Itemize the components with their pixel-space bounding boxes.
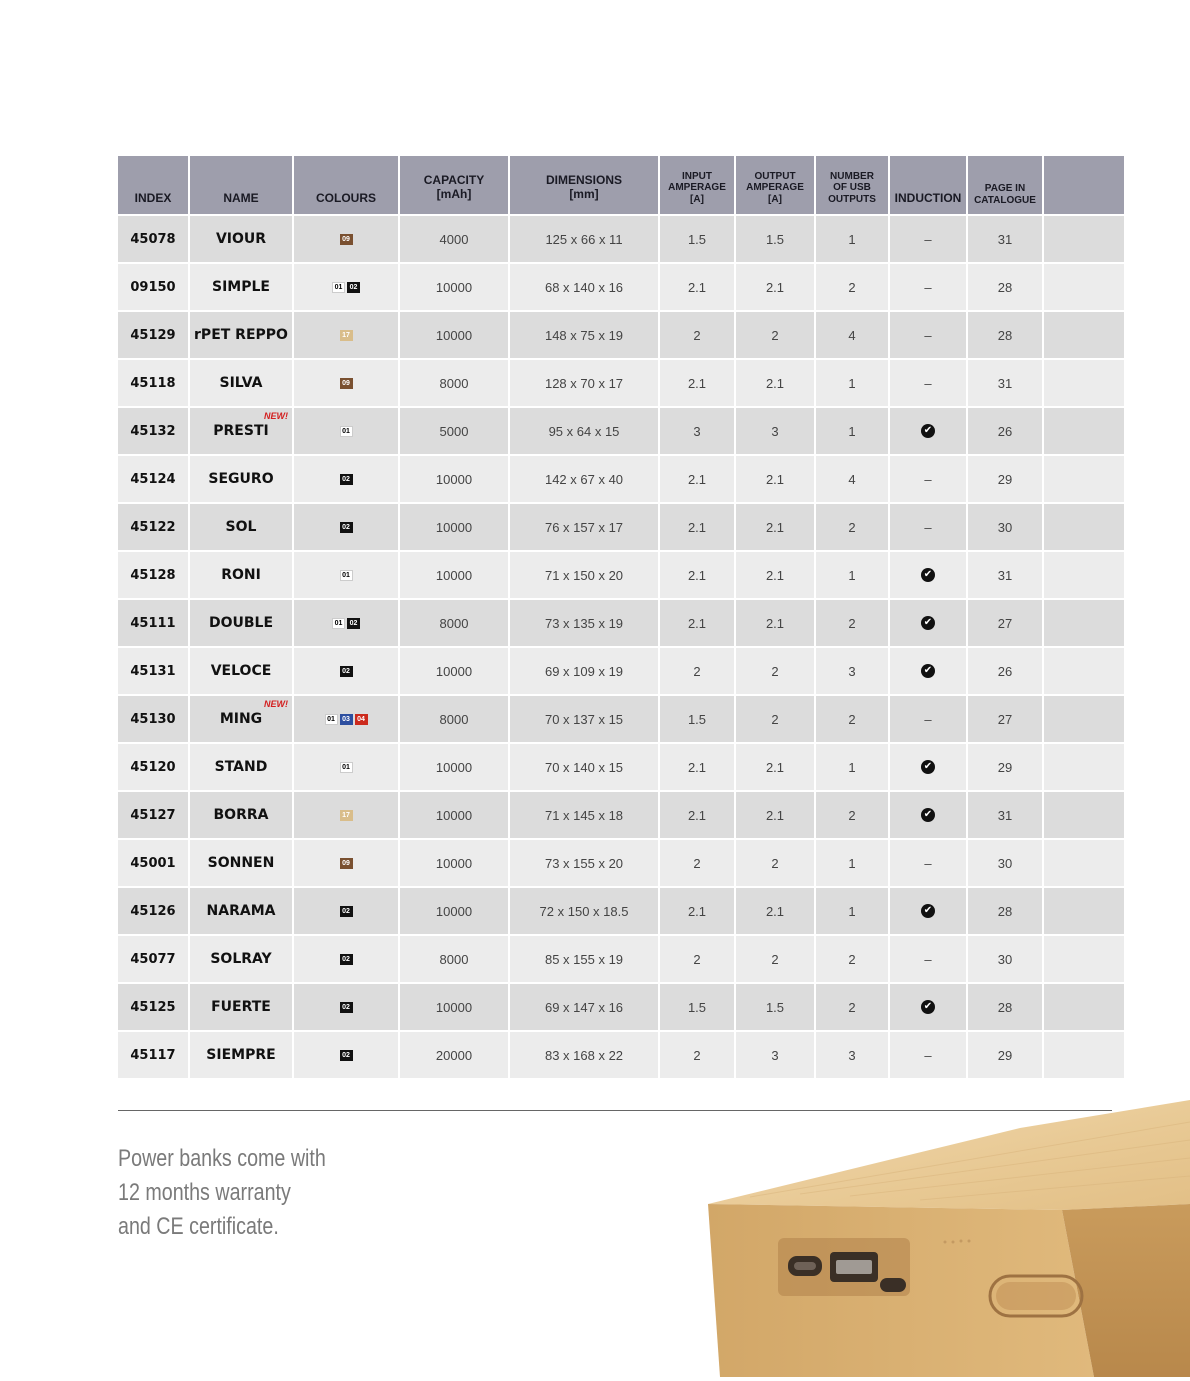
product-name: VELOCE: [210, 663, 272, 679]
dash-mark: –: [924, 519, 932, 535]
name-cell: [190, 648, 292, 694]
page-cell: 29: [968, 744, 1042, 790]
extra-cell: [1044, 456, 1124, 502]
table-row: [118, 264, 1110, 310]
extra-cell: [1044, 408, 1124, 454]
check-icon: ✔: [921, 664, 935, 678]
dash-mark: –: [924, 951, 932, 967]
name-cell: [190, 504, 292, 550]
output-cell: 1.5: [736, 984, 814, 1030]
index-cell: 45001: [118, 840, 188, 886]
output-cell: 2: [736, 936, 814, 982]
name-cell: [190, 552, 292, 598]
product-name: SIMPLE: [212, 279, 270, 295]
induction-cell: [890, 312, 966, 358]
usb-cell: 4: [816, 456, 888, 502]
dash-mark: –: [924, 375, 932, 391]
capacity-cell: 10000: [400, 456, 508, 502]
usb-cell: 1: [816, 408, 888, 454]
usb-cell: 2: [816, 264, 888, 310]
capacity-cell: 10000: [400, 984, 508, 1030]
output-cell: 2.1: [736, 504, 814, 550]
usb-cell: 2: [816, 984, 888, 1030]
induction-cell: [890, 216, 966, 262]
table-row: [118, 696, 1110, 742]
page-cell: 27: [968, 600, 1042, 646]
extra-cell: [1044, 360, 1124, 406]
input-cell: 2.1: [660, 744, 734, 790]
usb-cell: 2: [816, 600, 888, 646]
capacity-cell: 10000: [400, 312, 508, 358]
extra-cell: [1044, 840, 1124, 886]
colour-swatch: 02: [340, 906, 353, 917]
input-cell: 1.5: [660, 984, 734, 1030]
induction-cell: [890, 504, 966, 550]
product-name: STAND: [214, 759, 268, 775]
input-cell: 2: [660, 312, 734, 358]
table-row: [118, 312, 1110, 358]
capacity-cell: 10000: [400, 648, 508, 694]
output-cell: 2.1: [736, 792, 814, 838]
table-header-row: [118, 156, 1110, 214]
product-name: SILVA: [219, 375, 263, 391]
colour-swatch: 02: [340, 954, 353, 965]
capacity-cell: 10000: [400, 888, 508, 934]
index-cell: 45129: [118, 312, 188, 358]
dimensions-cell: 85 x 155 x 19: [510, 936, 658, 982]
name-cell: [190, 600, 292, 646]
colour-swatch: 02: [340, 522, 353, 533]
induction-cell: [890, 984, 966, 1030]
name-cell: [190, 456, 292, 502]
name-cell: [190, 936, 292, 982]
product-name: RONI: [221, 567, 261, 583]
name-cell: [190, 984, 292, 1030]
index-cell: 45077: [118, 936, 188, 982]
induction-cell: [890, 696, 966, 742]
product-name: SIEMPRE: [206, 1047, 276, 1063]
colour-swatch: 02: [347, 282, 360, 293]
product-name: MING: [219, 711, 263, 727]
extra-cell: [1044, 600, 1124, 646]
dimensions-cell: 69 x 147 x 16: [510, 984, 658, 1030]
usb-cell: 2: [816, 696, 888, 742]
index-cell: 45124: [118, 456, 188, 502]
index-cell: 45126: [118, 888, 188, 934]
capacity-cell: 10000: [400, 504, 508, 550]
induction-cell: [890, 1032, 966, 1078]
capacity-cell: 8000: [400, 696, 508, 742]
colours-cell: [294, 1032, 398, 1078]
page-cell: 27: [968, 696, 1042, 742]
name-cell: [190, 888, 292, 934]
dash-mark: –: [924, 327, 932, 343]
page-cell: 31: [968, 552, 1042, 598]
dimensions-cell: 128 x 70 x 17: [510, 360, 658, 406]
usb-cell: 1: [816, 840, 888, 886]
colours-cell: [294, 312, 398, 358]
colour-swatch: 01: [340, 762, 353, 773]
header-dimensions: DIMENSIONS [mm]: [510, 156, 658, 214]
extra-cell: [1044, 744, 1124, 790]
extra-cell: [1044, 1032, 1124, 1078]
induction-cell: [890, 744, 966, 790]
product-name: rPET REPPO: [194, 327, 288, 343]
dimensions-cell: 125 x 66 x 11: [510, 216, 658, 262]
induction-cell: [890, 408, 966, 454]
header-output: OUTPUT AMPERAGE [A]: [736, 156, 814, 214]
usb-cell: 2: [816, 504, 888, 550]
dash-mark: –: [924, 279, 932, 295]
page-cell: 28: [968, 312, 1042, 358]
check-icon: ✔: [921, 760, 935, 774]
usb-cell: 1: [816, 744, 888, 790]
dimensions-cell: 73 x 135 x 19: [510, 600, 658, 646]
usb-cell: 3: [816, 648, 888, 694]
dimensions-cell: 68 x 140 x 16: [510, 264, 658, 310]
table-row: [118, 504, 1110, 550]
product-name: BORRA: [213, 807, 269, 823]
induction-cell: [890, 552, 966, 598]
usb-cell: 4: [816, 312, 888, 358]
index-cell: 45125: [118, 984, 188, 1030]
input-cell: 3: [660, 408, 734, 454]
capacity-cell: 10000: [400, 744, 508, 790]
usb-cell: 1: [816, 888, 888, 934]
dimensions-cell: 73 x 155 x 20: [510, 840, 658, 886]
index-cell: 09150: [118, 264, 188, 310]
colour-swatch: 03: [340, 714, 353, 725]
capacity-cell: 10000: [400, 552, 508, 598]
colours-cell: [294, 984, 398, 1030]
input-cell: 1.5: [660, 696, 734, 742]
product-name: FUERTE: [211, 999, 271, 1015]
index-cell: 45118: [118, 360, 188, 406]
page-cell: 28: [968, 264, 1042, 310]
header-page: PAGE IN CATALOGUE: [968, 156, 1042, 214]
colour-swatch: 01: [332, 618, 345, 629]
input-cell: 2: [660, 648, 734, 694]
usb-cell: 1: [816, 216, 888, 262]
colours-cell: [294, 696, 398, 742]
page-cell: 31: [968, 216, 1042, 262]
table-row: [118, 360, 1110, 406]
output-cell: 3: [736, 408, 814, 454]
table-row: [118, 648, 1110, 694]
dimensions-cell: 76 x 157 x 17: [510, 504, 658, 550]
colour-swatch: 02: [347, 618, 360, 629]
table-row: [118, 936, 1110, 982]
extra-cell: [1044, 264, 1124, 310]
bamboo-power-bank-image: [690, 1092, 1190, 1381]
extra-cell: [1044, 216, 1124, 262]
colours-cell: [294, 936, 398, 982]
colour-swatch: 17: [340, 810, 353, 821]
index-cell: 45120: [118, 744, 188, 790]
product-name: NARAMA: [206, 903, 276, 919]
product-name: SONNEN: [207, 855, 275, 871]
output-cell: 2.1: [736, 552, 814, 598]
name-cell: [190, 840, 292, 886]
table-row: [118, 1032, 1110, 1078]
dimensions-cell: 72 x 150 x 18.5: [510, 888, 658, 934]
index-cell: 45132: [118, 408, 188, 454]
header-colours: COLOURS: [294, 156, 398, 214]
header-input: INPUT AMPERAGE [A]: [660, 156, 734, 214]
colour-swatch: 09: [340, 378, 353, 389]
warranty-note-line-1: Power banks come with: [118, 1145, 326, 1172]
product-name: VIOUR: [215, 231, 267, 247]
extra-cell: [1044, 792, 1124, 838]
extra-cell: [1044, 888, 1124, 934]
new-badge: NEW!: [264, 699, 288, 709]
page-cell: 30: [968, 840, 1042, 886]
index-cell: 45122: [118, 504, 188, 550]
table-row: [118, 840, 1110, 886]
colours-cell: [294, 360, 398, 406]
header-extra: [1044, 156, 1124, 214]
check-icon: ✔: [921, 808, 935, 822]
page-cell: 31: [968, 360, 1042, 406]
input-cell: 2: [660, 840, 734, 886]
name-cell: [190, 696, 292, 742]
colour-swatch: 04: [355, 714, 368, 725]
dimensions-cell: 70 x 140 x 15: [510, 744, 658, 790]
name-cell: [190, 312, 292, 358]
capacity-cell: 5000: [400, 408, 508, 454]
usb-cell: 2: [816, 936, 888, 982]
induction-cell: [890, 888, 966, 934]
output-cell: 2: [736, 840, 814, 886]
dimensions-cell: 83 x 168 x 22: [510, 1032, 658, 1078]
induction-cell: [890, 600, 966, 646]
check-icon: ✔: [921, 1000, 935, 1014]
input-cell: 2: [660, 1032, 734, 1078]
capacity-cell: 10000: [400, 840, 508, 886]
dash-mark: –: [924, 711, 932, 727]
input-cell: 2: [660, 936, 734, 982]
colours-cell: [294, 552, 398, 598]
dimensions-cell: 142 x 67 x 40: [510, 456, 658, 502]
table-row: [118, 600, 1110, 646]
product-name: SEGURO: [208, 471, 274, 487]
product-name: SOL: [225, 519, 257, 535]
output-cell: 2.1: [736, 744, 814, 790]
page-cell: 30: [968, 504, 1042, 550]
induction-cell: [890, 936, 966, 982]
extra-cell: [1044, 504, 1124, 550]
input-cell: 2.1: [660, 888, 734, 934]
table-row: [118, 888, 1110, 934]
capacity-cell: 8000: [400, 936, 508, 982]
table-row: [118, 456, 1110, 502]
output-cell: 2.1: [736, 264, 814, 310]
name-cell: [190, 360, 292, 406]
usb-cell: 1: [816, 360, 888, 406]
index-cell: 45128: [118, 552, 188, 598]
colour-swatch: 02: [340, 1002, 353, 1013]
table-row: [118, 216, 1110, 262]
colours-cell: [294, 216, 398, 262]
colour-swatch: 02: [340, 474, 353, 485]
capacity-cell: 8000: [400, 600, 508, 646]
colours-cell: [294, 264, 398, 310]
index-cell: 45130: [118, 696, 188, 742]
dash-mark: –: [924, 231, 932, 247]
check-icon: ✔: [921, 424, 935, 438]
extra-cell: [1044, 648, 1124, 694]
check-icon: ✔: [921, 616, 935, 630]
header-usb: NUMBER OF USB OUTPUTS: [816, 156, 888, 214]
induction-cell: [890, 264, 966, 310]
input-cell: 2.1: [660, 792, 734, 838]
index-cell: 45078: [118, 216, 188, 262]
induction-cell: [890, 360, 966, 406]
induction-cell: [890, 840, 966, 886]
input-cell: 2.1: [660, 360, 734, 406]
induction-cell: [890, 792, 966, 838]
colour-swatch: 02: [340, 666, 353, 677]
output-cell: 3: [736, 1032, 814, 1078]
input-cell: 2.1: [660, 600, 734, 646]
table-row: [118, 792, 1110, 838]
capacity-cell: 20000: [400, 1032, 508, 1078]
input-cell: 2.1: [660, 552, 734, 598]
page-cell: 26: [968, 408, 1042, 454]
usb-cell: 1: [816, 552, 888, 598]
colour-swatch: 17: [340, 330, 353, 341]
input-cell: 2.1: [660, 264, 734, 310]
check-icon: ✔: [921, 904, 935, 918]
extra-cell: [1044, 936, 1124, 982]
index-cell: 45111: [118, 600, 188, 646]
dimensions-cell: 95 x 64 x 15: [510, 408, 658, 454]
induction-cell: [890, 648, 966, 694]
input-cell: 2.1: [660, 456, 734, 502]
warranty-note-line-2: 12 months warranty: [118, 1179, 291, 1206]
colours-cell: [294, 456, 398, 502]
colour-swatch: 01: [332, 282, 345, 293]
dash-mark: –: [924, 1047, 932, 1063]
capacity-cell: 4000: [400, 216, 508, 262]
colours-cell: [294, 888, 398, 934]
capacity-cell: 8000: [400, 360, 508, 406]
index-cell: 45127: [118, 792, 188, 838]
colours-cell: [294, 600, 398, 646]
page-cell: 30: [968, 936, 1042, 982]
output-cell: 2.1: [736, 456, 814, 502]
colour-swatch: 02: [340, 1050, 353, 1061]
output-cell: 2.1: [736, 360, 814, 406]
output-cell: 2: [736, 648, 814, 694]
output-cell: 2: [736, 312, 814, 358]
extra-cell: [1044, 312, 1124, 358]
extra-cell: [1044, 552, 1124, 598]
page-cell: 29: [968, 1032, 1042, 1078]
name-cell: [190, 264, 292, 310]
header-name: NAME: [190, 156, 292, 214]
dimensions-cell: 71 x 150 x 20: [510, 552, 658, 598]
output-cell: 2.1: [736, 888, 814, 934]
index-cell: 45117: [118, 1032, 188, 1078]
colours-cell: [294, 408, 398, 454]
name-cell: [190, 216, 292, 262]
output-cell: 2: [736, 696, 814, 742]
colour-swatch: 01: [340, 570, 353, 581]
dimensions-cell: 71 x 145 x 18: [510, 792, 658, 838]
induction-cell: [890, 456, 966, 502]
colour-swatch: 01: [340, 426, 353, 437]
dimensions-cell: 70 x 137 x 15: [510, 696, 658, 742]
table-row: [118, 744, 1110, 790]
capacity-cell: 10000: [400, 264, 508, 310]
power-bank-table: [118, 156, 1110, 1080]
usb-cell: 3: [816, 1032, 888, 1078]
product-name: PRESTI: [213, 423, 269, 439]
page-cell: 29: [968, 456, 1042, 502]
index-cell: 45131: [118, 648, 188, 694]
dash-mark: –: [924, 855, 932, 871]
dimensions-cell: 69 x 109 x 19: [510, 648, 658, 694]
warranty-note-line-3: and CE certificate.: [118, 1213, 279, 1240]
input-cell: 2.1: [660, 504, 734, 550]
colour-swatch: 01: [325, 714, 338, 725]
dimensions-cell: 148 x 75 x 19: [510, 312, 658, 358]
page-cell: 28: [968, 888, 1042, 934]
output-cell: 1.5: [736, 216, 814, 262]
name-cell: [190, 408, 292, 454]
check-icon: ✔: [921, 568, 935, 582]
extra-cell: [1044, 696, 1124, 742]
page-cell: 31: [968, 792, 1042, 838]
colours-cell: [294, 744, 398, 790]
colour-swatch: 09: [340, 858, 353, 869]
header-index: INDEX: [118, 156, 188, 214]
page-cell: 26: [968, 648, 1042, 694]
product-name: DOUBLE: [208, 615, 274, 631]
dash-mark: –: [924, 471, 932, 487]
name-cell: [190, 744, 292, 790]
colours-cell: [294, 648, 398, 694]
capacity-cell: 10000: [400, 792, 508, 838]
table-row: [118, 408, 1110, 454]
input-cell: 1.5: [660, 216, 734, 262]
header-capacity: CAPACITY [mAh]: [400, 156, 508, 214]
name-cell: [190, 1032, 292, 1078]
colours-cell: [294, 504, 398, 550]
table-row: [118, 552, 1110, 598]
table-row: [118, 984, 1110, 1030]
colour-swatch: 09: [340, 234, 353, 245]
usb-cell: 2: [816, 792, 888, 838]
extra-cell: [1044, 984, 1124, 1030]
colours-cell: [294, 792, 398, 838]
warranty-note: [118, 1142, 389, 1244]
name-cell: [190, 792, 292, 838]
header-induction: INDUCTION: [890, 156, 966, 214]
new-badge: NEW!: [264, 411, 288, 421]
product-name: SOLRAY: [210, 951, 272, 967]
colours-cell: [294, 840, 398, 886]
output-cell: 2.1: [736, 600, 814, 646]
page-cell: 28: [968, 984, 1042, 1030]
